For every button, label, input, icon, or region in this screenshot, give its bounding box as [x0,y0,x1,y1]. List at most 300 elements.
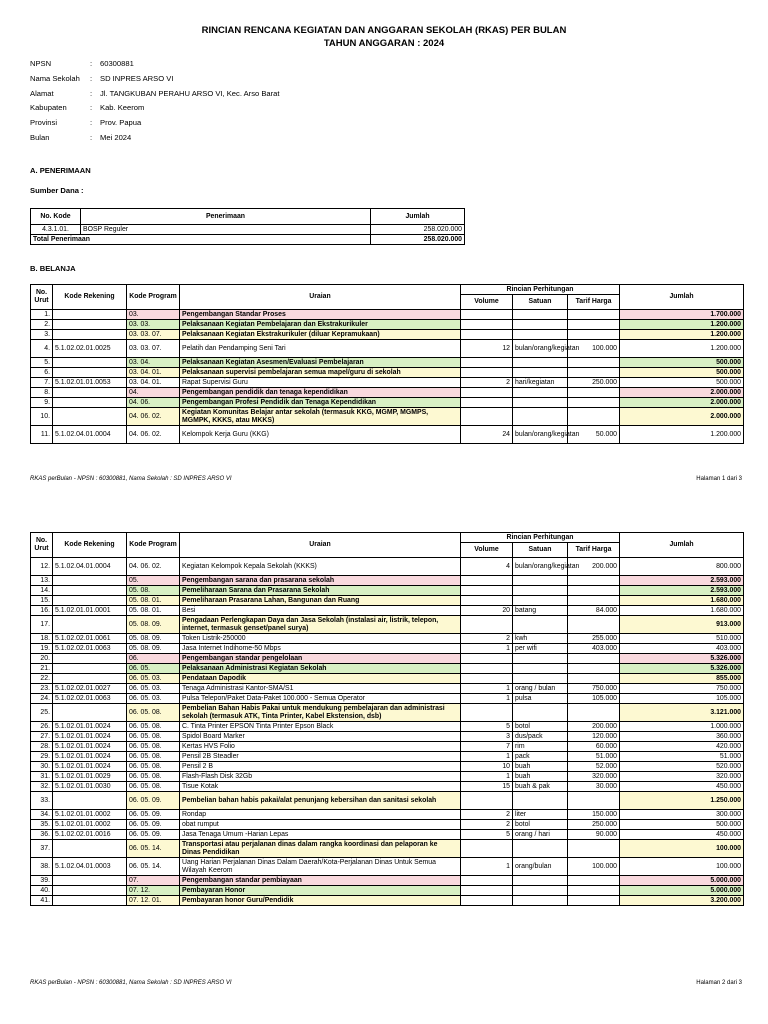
table-row [31,762,744,772]
cell-kode-rekening: 5.1.02.04.01.0003 [53,858,127,876]
col-volume: Volume [461,295,513,310]
cell-volume: 1 [461,752,513,762]
table-row [31,398,744,408]
cell-jumlah: 450.000 [620,830,744,840]
cell-volume [461,398,513,408]
cell-volume [461,596,513,606]
cell-volume [461,886,513,896]
cell-kode-program: 03. 04. 01. [127,378,180,388]
cell-jumlah: 1.200.000 [620,330,744,340]
cell-kode-program: 06. [127,654,180,664]
cell-volume [461,876,513,886]
cell-kode-program: 05. 08. 01. [127,606,180,616]
cell-tarif-harga: 84.000 [568,606,620,616]
cell-jumlah: 5.326.000 [620,664,744,674]
info-row-nama-sekolah: Nama Sekolah : SD INPRES ARSO VI [30,72,280,87]
cell-jumlah: 2.593.000 [620,576,744,586]
table-row [31,596,744,606]
cell-kode-rekening: 5.1.02.01.01.0024 [53,732,127,742]
cell-jumlah: 913.000 [620,616,744,634]
cell-volume: 3 [461,732,513,742]
cell-volume [461,896,513,906]
footer-page-number: Halaman 1 dari 3 [696,476,742,482]
cell-no: 26. [31,722,53,732]
cell-volume: 10 [461,762,513,772]
cell-tarif-harga: 90.000 [568,830,620,840]
cell-uraian: Jasa Tenaga Umum -Harian Lepas [180,830,461,840]
cell-satuan [513,576,568,586]
cell-kode-rekening [53,896,127,906]
cell-tarif-harga [568,368,620,378]
cell-no: 35. [31,820,53,830]
cell-tarif-harga: 150.000 [568,810,620,820]
table-row [31,752,744,762]
table-row [31,742,744,752]
table-row [31,576,744,586]
cell-volume: 5 [461,830,513,840]
cell-tarif-harga [568,792,620,810]
footer-page-1 [30,476,742,482]
table-row [31,654,744,664]
cell-uraian: Pembelian Bahan Habis Pakai untuk mendukung pembelajaran dan administrasi sekolah (termasuk ATK, Tinta Printer, Kabel Ekstension, dsb) [180,704,461,722]
penerimaan-header-row [31,209,465,225]
cell-no: 12. [31,558,53,576]
cell-kode-rekening: 5.1.02.02.01.0061 [53,634,127,644]
cell-no: 33. [31,792,53,810]
cell-no: 39. [31,876,53,886]
cell-tarif-harga [568,576,620,586]
table-row [31,340,744,358]
cell-kode-program: 06. 05. 09. [127,810,180,820]
table-row [31,886,744,896]
info-row-alamat: Alamat : Jl. TANGKUBAN PERAHU ARSO VI, Kec. Arso Barat [30,87,280,102]
cell-uraian: Tenaga Administrasi Kantor-SMA/S1 [180,684,461,694]
cell-volume: 12 [461,340,513,358]
cell-kode-rekening: 5.1.02.01.01.0001 [53,606,127,616]
cell-kode-rekening [53,320,127,330]
cell-jumlah: 1.700.000 [620,310,744,320]
cell-kode-rekening: 5.1.02.04.01.0004 [53,558,127,576]
cell-no: 27. [31,732,53,742]
cell-tarif-harga [568,310,620,320]
footer-page-number: Halaman 2 dari 3 [696,980,742,986]
page-subtitle: TAHUN ANGGARAN : 2024 [323,38,445,49]
col-uraian: Uraian [180,285,461,310]
cell-tarif-harga [568,320,620,330]
table-row [31,722,744,732]
info-value: Prov. Papua [100,118,142,128]
cell-volume: 24 [461,426,513,444]
cell-kode-program: 03. 04. [127,358,180,368]
cell-uraian: Tisue Kotak [180,782,461,792]
col-tarif-harga: Tarif Harga [568,543,620,558]
cell-satuan: liter [513,810,568,820]
cell-tarif-harga [568,596,620,606]
cell-kode-rekening [53,408,127,426]
cell-kode-rekening: 5.1.02.01.01.0024 [53,722,127,732]
cell-uraian: Kelompok Kerja Guru (KKG) [180,426,461,444]
cell-kode-program: 04. 06. [127,398,180,408]
cell-uraian: Kegiatan Komunitas Belajar antar sekolah (termasuk KKG, MGMP, MGMPS, MGMPK, KKKS, atau MKKS) [180,408,461,426]
cell-tarif-harga: 200.000 [568,558,620,576]
cell-volume: 7 [461,742,513,752]
cell-uraian: Token Listrik-250000 [180,634,461,644]
cell-satuan: buah [513,762,568,772]
cell-no: 14. [31,586,53,596]
cell-uraian: Rondap [180,810,461,820]
col-kode-rekening: Kode Rekening [53,533,127,558]
cell-jumlah: 1.200.000 [620,340,744,358]
col-jumlah: Jumlah [620,285,744,310]
cell-kode-rekening: 5.1.02.02.01.0063 [53,694,127,704]
col-no-urut: No. Urut [31,533,53,558]
cell-jumlah: 1.200.000 [620,426,744,444]
sumber-dana-label: Sumber Dana : [30,186,84,195]
cell-kode-program: 06. 05. 08. [127,722,180,732]
cell-kode-program: 06. 05. 08. [127,772,180,782]
col-tarif-harga: Tarif Harga [568,295,620,310]
section-penerimaan-heading: A. PENERIMAAN [30,166,91,175]
table-row [31,896,744,906]
cell-no: 29. [31,752,53,762]
cell-volume [461,310,513,320]
cell-no: 5. [31,358,53,368]
cell-jumlah: 420.000 [620,742,744,752]
cell-satuan [513,398,568,408]
cell-no: 13. [31,576,53,586]
cell-jumlah: 258.020.000 [371,225,465,235]
cell-kode-rekening [53,654,127,664]
cell-tarif-harga: 120.000 [568,732,620,742]
cell-satuan: bulan/orang/kegiatan [513,340,568,358]
cell-volume: 2 [461,634,513,644]
cell-tarif-harga: 100.000 [568,340,620,358]
cell-kode-program: 03. 03. [127,320,180,330]
cell-uraian: Besi [180,606,461,616]
cell-tarif-harga: 250.000 [568,820,620,830]
cell-no: 17. [31,616,53,634]
cell-tarif-harga: 200.000 [568,722,620,732]
cell-kode-rekening: 5.1.02.01.01.0002 [53,820,127,830]
col-rincian-perhitungan: Rincian Perhitungan [461,285,620,295]
info-row-bulan: Bulan : Mei 2024 [30,131,280,146]
cell-kode-rekening [53,792,127,810]
cell-jumlah: 100.000 [620,858,744,876]
table-row [31,426,744,444]
cell-jumlah: 1.680.000 [620,596,744,606]
cell-uraian: Pendataan Dapodik [180,674,461,684]
cell-jumlah: 500.000 [620,378,744,388]
cell-satuan [513,674,568,684]
cell-tarif-harga [568,876,620,886]
cell-kode-program: 07. 12. [127,886,180,896]
cell-kode-rekening [53,576,127,586]
cell-uraian: Pelaksanaan supervisi pembelajaran semua mapel/guru di sekolah [180,368,461,378]
info-value: Kab. Keerom [100,103,145,113]
cell-satuan: hari/kegiatan [513,378,568,388]
cell-satuan [513,330,568,340]
total-value: 258.020.000 [371,235,465,245]
cell-kode-program: 05. [127,576,180,586]
cell-satuan [513,886,568,896]
col-jumlah: Jumlah [371,209,465,225]
cell-kode-rekening [53,876,127,886]
cell-jumlah: 750.000 [620,684,744,694]
cell-kode-program: 06. 05. 09. [127,830,180,840]
cell-uraian: Jasa Internet Indihome-50 Mbps [180,644,461,654]
cell-volume [461,320,513,330]
table-row [31,225,465,235]
cell-no: 20. [31,654,53,664]
cell-no: 36. [31,830,53,840]
cell-uraian: Pengembangan Profesi Pendidik dan Tenaga Kependidikan [180,398,461,408]
cell-uraian: C. Tinta Printer EPSON Tinta Printer Epson Black [180,722,461,732]
cell-satuan: buah [513,772,568,782]
cell-no: 19. [31,644,53,654]
cell-kode-rekening: 5.1.02.02.01.0025 [53,340,127,358]
cell-volume [461,664,513,674]
cell-volume [461,330,513,340]
cell-kode-rekening: 5.1.02.01.01.0002 [53,810,127,820]
info-key: Nama Sekolah [30,73,80,83]
info-key: Alamat [30,88,54,98]
info-value: SD INPRES ARSO VI [100,73,174,83]
cell-uraian: Pelaksanaan Kegiatan Asesmen/Evaluasi Pembelajaran [180,358,461,368]
cell-kode-rekening [53,368,127,378]
cell-no: 21. [31,664,53,674]
cell-jumlah: 450.000 [620,782,744,792]
cell-volume: 2 [461,810,513,820]
cell-uraian: Pensil 2B Steadler [180,752,461,762]
cell-uraian: Spidol Board Marker [180,732,461,742]
cell-satuan [513,664,568,674]
col-kode-program: Kode Program [127,533,180,558]
cell-kode-program: 05. 08. 09. [127,634,180,644]
cell-satuan [513,616,568,634]
cell-kode-rekening: 5.1.02.01.01.0024 [53,742,127,752]
cell-tarif-harga: 250.000 [568,378,620,388]
cell-volume [461,654,513,664]
cell-kode-rekening: 5.1.02.02.01.0027 [53,684,127,694]
cell-uraian: Pemeliharaan Prasarana Lahan, Bangunan dan Ruang [180,596,461,606]
cell-jumlah: 1.200.000 [620,320,744,330]
cell-satuan [513,408,568,426]
cell-kode-rekening [53,330,127,340]
cell-kode-rekening: 5.1.02.02.01.0016 [53,830,127,840]
table-row [31,388,744,398]
cell-volume [461,674,513,684]
col-penerimaan: Penerimaan [81,209,371,225]
cell-jumlah: 100.000 [620,840,744,858]
cell-satuan [513,704,568,722]
col-jumlah: Jumlah [620,533,744,558]
col-volume: Volume [461,543,513,558]
cell-kode-program: 07. [127,876,180,886]
cell-satuan [513,896,568,906]
cell-kode-rekening [53,616,127,634]
cell-kode-program: 03. 04. 01. [127,368,180,378]
cell-kode-program: 05. 08. 09. [127,616,180,634]
table-row [31,378,744,388]
cell-kode-program: 06. 05. 08. [127,762,180,772]
cell-tarif-harga: 320.000 [568,772,620,782]
cell-satuan [513,596,568,606]
cell-volume [461,368,513,378]
section-belanja-heading: B. BELANJA [30,264,76,273]
cell-tarif-harga [568,586,620,596]
cell-volume: 1 [461,644,513,654]
cell-uraian: Pengembangan pendidik dan tenaga kependidikan [180,388,461,398]
table-row [31,704,744,722]
cell-kode-rekening [53,840,127,858]
cell-uraian: Pengembangan sarana dan prasarana sekolah [180,576,461,586]
cell-volume [461,358,513,368]
penerimaan-table [30,208,465,245]
cell-uraian: Pengembangan standar pembiayaan [180,876,461,886]
cell-kode-rekening: 5.1.02.01.01.0024 [53,762,127,772]
cell-jumlah: 300.000 [620,810,744,820]
cell-uraian: Kegiatan Kelompok Kepala Sekolah (KKKS) [180,558,461,576]
cell-jumlah: 800.000 [620,558,744,576]
table-row [31,830,744,840]
cell-kode-rekening [53,886,127,896]
cell-volume [461,586,513,596]
table-row [31,732,744,742]
cell-jumlah: 320.000 [620,772,744,782]
cell-volume: 1 [461,684,513,694]
cell-tarif-harga: 60.000 [568,742,620,752]
info-row-kabupaten: Kabupaten : Kab. Keerom [30,101,280,116]
cell-no: 25. [31,704,53,722]
cell-jumlah: 3.121.000 [620,704,744,722]
cell-no: 38. [31,858,53,876]
cell-no: 6. [31,368,53,378]
cell-satuan: pulsa [513,694,568,704]
cell-no: 22. [31,674,53,684]
cell-uraian: Uang Harian Perjalanan Dinas Dalam Daerah/Kota-Perjalanan Dinas Untuk Semua Wilayah Keerom [180,858,461,876]
table-row [31,586,744,596]
table-row [31,664,744,674]
cell-uraian: Pembayaran honor Guru/Pendidik [180,896,461,906]
cell-volume: 20 [461,606,513,616]
info-key: NPSN [30,59,52,68]
cell-kode-rekening [53,664,127,674]
cell-tarif-harga: 255.000 [568,634,620,644]
cell-jumlah: 500.000 [620,368,744,378]
cell-tarif-harga [568,398,620,408]
cell-kode-program: 05. 08. 01. [127,596,180,606]
cell-jumlah: 500.000 [620,358,744,368]
cell-uraian: Pembayaran Honor [180,886,461,896]
cell-satuan: kwh [513,634,568,644]
cell-kode-program: 06. 05. [127,664,180,674]
cell-volume [461,408,513,426]
cell-kode-rekening [53,310,127,320]
table-row [31,330,744,340]
cell-uraian: Pelaksanaan Kegiatan Ekstrakurikuler (diluar Kepramukaan) [180,330,461,340]
col-satuan: Satuan [513,543,568,558]
cell-satuan [513,320,568,330]
cell-no: 31. [31,772,53,782]
cell-kode-rekening [53,398,127,408]
cell-satuan: bulan/orang/kegiatan [513,426,568,444]
table-row [31,876,744,886]
cell-kode-rekening [53,674,127,684]
table-row [31,310,744,320]
cell-jumlah: 2.593.000 [620,586,744,596]
cell-kode-program: 06. 05. 08. [127,742,180,752]
cell-kode-rekening [53,596,127,606]
cell-jumlah: 1.250.000 [620,792,744,810]
cell-jumlah: 2.000.000 [620,388,744,398]
cell-uraian: Kertas HVS Folio [180,742,461,752]
cell-jumlah: 403.000 [620,644,744,654]
cell-kode-program: 06. 05. 14. [127,858,180,876]
cell-tarif-harga [568,664,620,674]
cell-kode-program: 05. 08. 09. [127,644,180,654]
cell-volume: 1 [461,772,513,782]
cell-no: 15. [31,596,53,606]
cell-uraian: obat rumput [180,820,461,830]
cell-tarif-harga: 51.000 [568,752,620,762]
cell-volume: 2 [461,378,513,388]
col-satuan: Satuan [513,295,568,310]
cell-kode-program: 03. [127,310,180,320]
table-row [31,558,744,576]
cell-kode-program: 06. 05. 03. [127,684,180,694]
cell-jumlah: 5.000.000 [620,876,744,886]
info-key: Kabupaten [30,103,67,113]
cell-satuan: batang [513,606,568,616]
cell-satuan: per wifi [513,644,568,654]
table-row [31,408,744,426]
cell-tarif-harga [568,896,620,906]
cell-kode-program: 05. 08. [127,586,180,596]
cell-tarif-harga: 50.000 [568,426,620,444]
cell-jumlah: 5.000.000 [620,886,744,896]
cell-jumlah: 51.000 [620,752,744,762]
cell-jumlah: 105.000 [620,694,744,704]
col-rincian-perhitungan: Rincian Perhitungan [461,533,620,543]
cell-jumlah: 3.200.000 [620,896,744,906]
cell-satuan: botol [513,820,568,830]
cell-no: 28. [31,742,53,752]
cell-kode-rekening [53,704,127,722]
total-row [31,235,465,245]
table-row [31,606,744,616]
cell-jumlah: 510.000 [620,634,744,644]
table-row [31,644,744,654]
cell-no: 9. [31,398,53,408]
cell-no: 41. [31,896,53,906]
cell-no: 18. [31,634,53,644]
cell-tarif-harga [568,654,620,664]
cell-uraian: Pensil 2 B [180,762,461,772]
cell-no: 24. [31,694,53,704]
table-row [31,634,744,644]
cell-satuan: orang / bulan [513,684,568,694]
cell-satuan [513,876,568,886]
cell-kode-program: 06. 05. 03. [127,694,180,704]
page-title: RINCIAN RENCANA KEGIATAN DAN ANGGARAN SEKOLAH (RKAS) PER BULAN [201,25,567,36]
col-no-urut: No. Urut [31,285,53,310]
cell-satuan: buah & pak [513,782,568,792]
cell-tarif-harga [568,358,620,368]
col-kode-program: Kode Program [127,285,180,310]
cell-volume: 4 [461,558,513,576]
cell-volume [461,792,513,810]
col-uraian: Uraian [180,533,461,558]
